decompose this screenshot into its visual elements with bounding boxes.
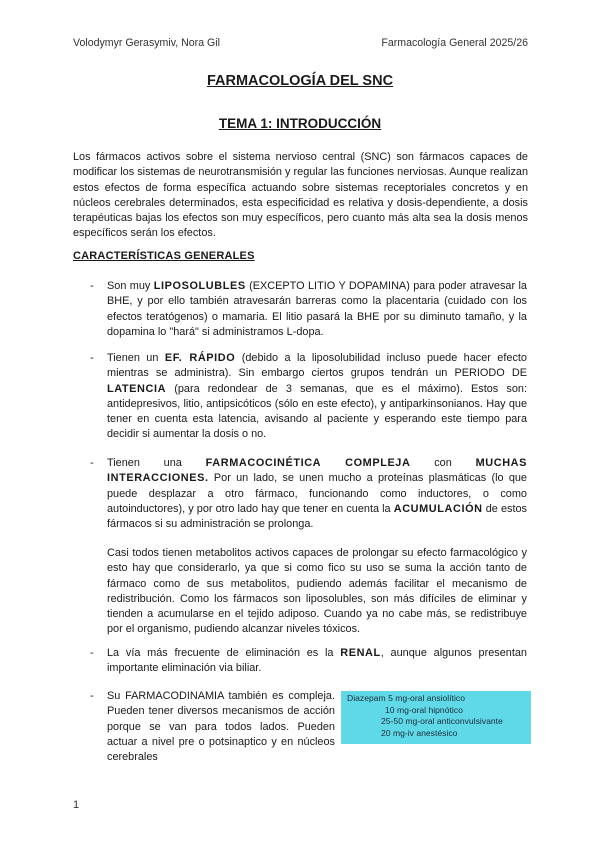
bullet-metabolitos-paragraph: Casi todos tienen metabolitos activos capaces de prolongar su efecto farmacológico y esto hay que considerarlo, ya que si como fico su uso se suma la acción tanto de fármaco como de sus metabolitos, pudiendo además facilitar el mecanismo de redistribución. Como los fármacos son liposolubles, son más difíciles de eliminar y tienden a acumularse en el tejido adiposo. Cuando ya no cabe más, se redistribuye por el organismo, pudiendo alcanzar niveles tóxicos. [107,547,527,636]
bullet-farmacodinamia: Su FARMACODINAMIA también es compleja. Pueden tener diversos mecanismos de acción porque se van para todos lados. Pueden actuar a nivel pre o potsinaptico y en núcleos cerebrales [107,690,335,764]
bullet-dash: - [90,690,94,702]
text: (EXCEPTO LITIO Y DOPAMINA) para poder atravesar la BHE, y por ello también atravesarán barreras como la placentaria (cuidado con los efectos teratógenos) o mamaria. El litio pasará la BHE por su diminuto tamaño, y la dopamina lo "hará" si administramos L-dopa. [107,280,527,338]
diazepam-dosage-box [341,691,531,744]
text: Tienen una [107,457,206,469]
keyword: MUCHAS INTERACCIONES. [107,457,527,485]
bullet-farmacocinetica [107,456,527,532]
header-authors: Volodymyr Gerasymiv, Nora Gil [73,37,220,49]
keyword: LIPOSOLUBLES [153,280,246,292]
bullet-dash: - [90,352,94,364]
text: Son muy [107,280,154,292]
header-course: Farmacología General 2025/26 [381,37,528,49]
keyword: EF. RÁPIDO [164,352,236,364]
bullet-dash: - [90,647,94,659]
page-subtitle: TEMA 1: INTRODUCCIÓN [218,116,382,131]
dosage-line: 10 mg-oral hipnótico [385,704,463,715]
text: de estos fármacos si su administración se prolonga. [107,502,527,531]
bullet-liposolubles [107,279,527,340]
keyword: LATENCIA [107,382,167,395]
dosage-line: 20 mg-iv anestésico [381,727,458,738]
text: La vía más frecuente de eliminación es la [107,647,341,659]
text: Por un lado, se unen mucho a proteínas plasmáticas (lo que puede desplazar a otro fármaco, funcionando como inductores, o como autoinductores), y por otro lado hay que tener en cuenta la [107,472,527,515]
page-title: FARMACOLOGÍA DEL SNC [206,73,394,89]
bullet-efecto-rapido [107,351,527,443]
text: , aunque algunos presentan importante eliminación via biliar. [107,647,527,675]
keyword: RENAL [340,647,381,659]
section-heading: CARACTERÍSTICAS GENERALES [73,250,255,262]
bullet-eliminacion [107,646,527,677]
dosage-line: Diazepam 5 mg-oral ansiolítico [347,693,465,703]
text: Tienen un [107,352,165,364]
text: (para redondear de 3 semanas, que es el máximo). Estos son: antidepresivos, litio, antipsicóticos (sólo en este efecto), y antiparkinsonianos. Hay que tener en cuenta esta latencia, avisando al paciente y esperando este tiempo para decidir si aumentar la dosis o no. [107,382,527,441]
keyword: ACUMULACIÓN [393,502,483,515]
bullet-dash: - [90,457,94,469]
page-number: 1 [73,799,80,811]
text: con [410,457,476,469]
text: (debido a la liposolubilidad incluso puede hacer efecto mientras se administra). Sin embargo ciertos grupos tendrán un PERIODO DE [107,352,527,380]
intro-paragraph: Los fármacos activos sobre el sistema nervioso central (SNC) son fármacos capaces de modificar los sistemas de neurotransmisión y regular las funciones nerviosas. Aunque realizan estos efectos de forma específica actuando sobre sistemas receptoriales concretos y en núcleos cerebrales determinados, esta especificidad es relativa y dosis-dependiente, a dosis terapéuticas bajas los efectos son muy específicos, pero cuanto más alta sea la dosis menos específicos serán los efectos. [73,151,528,240]
keyword: FARMACOCINÉTICA COMPLEJA [205,457,411,469]
dosage-line: 25-50 mg-oral anticonvulsivante [381,716,503,727]
bullet-dash: - [90,280,94,292]
